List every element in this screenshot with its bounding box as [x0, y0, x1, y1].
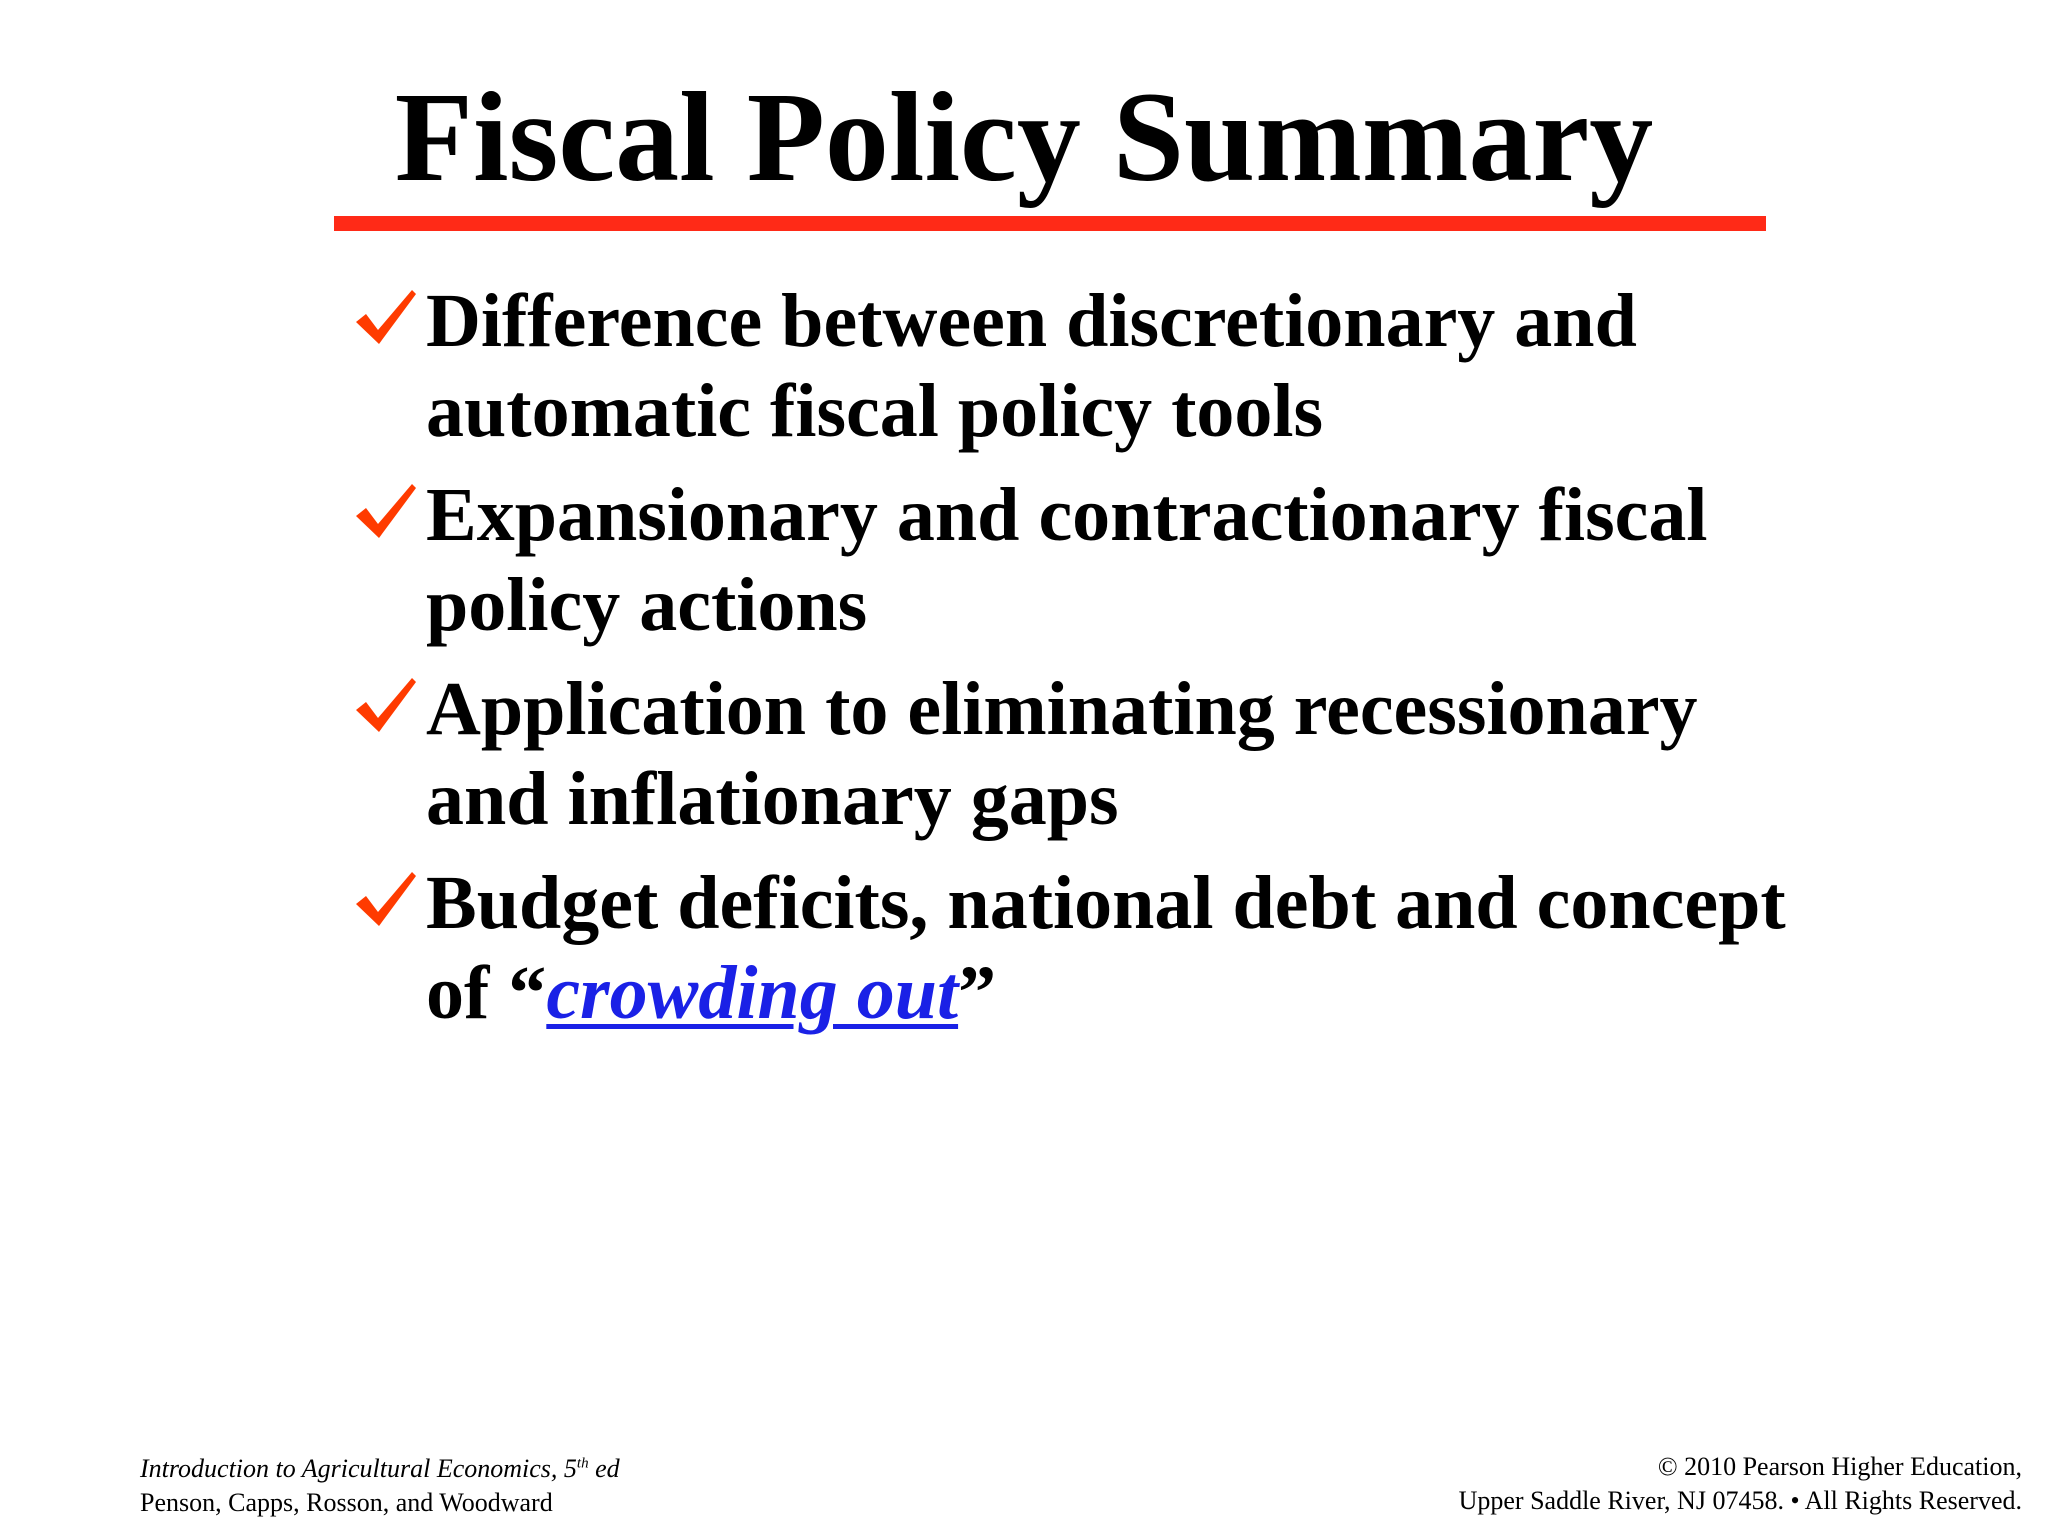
checkmark-icon [352, 672, 420, 740]
checkmark-icon [352, 284, 420, 352]
bullet-item [352, 858, 1792, 1038]
footer-edition-suffix: ed [588, 1454, 620, 1483]
bullet-text: Expansionary and contractionary fiscal policy actions [426, 473, 1708, 647]
bullet-text: Difference between discretionary and automatic fiscal policy tools [426, 279, 1637, 453]
crowding-out-link[interactable]: crowding out [546, 951, 959, 1035]
bullet-list [352, 276, 1792, 1052]
checkmark-icon [352, 478, 420, 546]
footer-citation [140, 1452, 620, 1520]
footer-copyright-line-2: Upper Saddle River, NJ 07458. • All Rights Reserved. [1458, 1486, 2022, 1515]
bullet-item [352, 470, 1792, 650]
footer-copyright [1459, 1450, 2022, 1518]
checkmark-icon [352, 866, 420, 934]
footer-edition-superscript: th [576, 1455, 589, 1472]
bullet-text: Application to eliminating recessionary and inflationary gaps [426, 667, 1698, 841]
bullet-text-before-link: Budget deficits, national debt and concept of “ [426, 861, 1786, 1035]
footer-authors: Penson, Capps, Rosson, and Woodward [140, 1488, 553, 1517]
bullet-text-after-link: ” [958, 951, 997, 1035]
slide-title: Fiscal Policy Summary [394, 66, 1654, 208]
footer-book-title: Introduction to Agricultural Economics, 5 [140, 1454, 577, 1483]
title-underline-rule [334, 216, 1766, 231]
bullet-item [352, 276, 1792, 456]
footer-copyright-line-1: © 2010 Pearson Higher Education, [1657, 1452, 2022, 1481]
bullet-item [352, 664, 1792, 844]
footer-book-title-line [140, 1452, 620, 1486]
